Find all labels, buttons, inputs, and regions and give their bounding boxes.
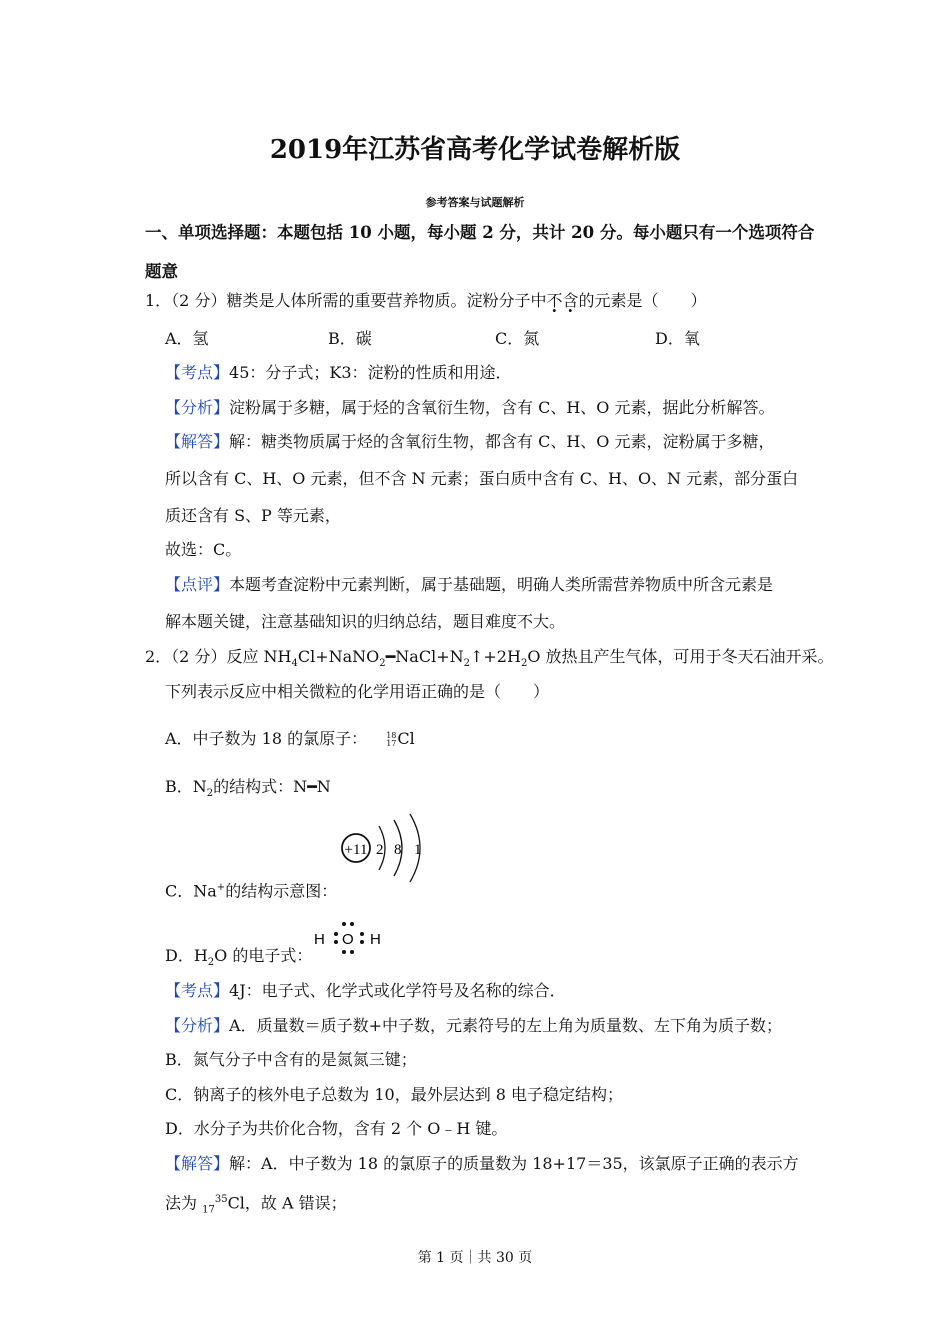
q2-fenxi <box>165 1016 782 1036</box>
q2-fenxi-c: C．钠离子的核外电子总数为 10，最外层达到 8 电子稳定结构； <box>165 1085 624 1104</box>
sodium-ion-structure-diagram <box>338 812 438 884</box>
q1-option-c: C．氮 <box>495 329 540 348</box>
q2-option-c-c: 的结构示意图： <box>225 881 338 901</box>
section-header-line1: 一、单项选择题：本题包括 10 小题，每小题 2 分，共计 20 分。每小题只有一个选项符合 <box>145 223 815 242</box>
q1-option-b: B．碳 <box>328 329 372 348</box>
q2-option-d-c: O 的电子式： <box>214 946 313 965</box>
q2-option-a-stack <box>386 732 396 748</box>
q2-fenxi-d: D．水分子为共价化合物，含有 2 个 O﹣H 键。 <box>165 1119 508 1138</box>
q2-option-a <box>165 729 415 749</box>
q2-option-a-text: A．中子数为 18 的氯原子： <box>165 729 368 748</box>
q1-choice: 故选：C。 <box>165 540 242 559</box>
q2-option-b <box>165 777 331 804</box>
q2-jieda2-b: Cl，故 A 错误； <box>227 1193 347 1213</box>
q1-fenxi-tag: 【分析】 <box>165 398 230 417</box>
q1-dianping-tag: 【点评】 <box>165 575 230 594</box>
q1-option-a: A．氢 <box>165 329 209 348</box>
q2-jieda-tag: 【解答】 <box>165 1154 230 1173</box>
q1-jieda <box>165 432 775 452</box>
q1-kaodian-tag: 【考点】 <box>165 363 230 382</box>
water-electron-formula <box>312 919 386 957</box>
shell-electrons-1: 2 <box>376 842 384 858</box>
q2-stem-e: ━NaCl+N <box>385 647 464 666</box>
page-title: 2019年江苏省高考化学试卷解析版 <box>269 135 681 165</box>
q2-kaodian-tag: 【考点】 <box>165 981 230 1000</box>
q1-fenxi-text: 淀粉属于多糖，属于烃的含氧衍生物，含有 C、H、O 元素，据此分析解答。 <box>229 398 775 417</box>
q1-emphasis-1: 不 <box>546 291 563 310</box>
q2-option-d <box>165 946 312 973</box>
q1-jieda-line2: 所以含有 C、H、O 元素，但不含 N 元素；蛋白质中含有 C、H、O、N 元素，部分蛋白 <box>165 469 799 488</box>
h-atom-left: H <box>314 931 325 948</box>
q2-fenxi-b: B．氮气分子中含有的是氮氮三键； <box>165 1050 417 1069</box>
page-footer: 第 1 页｜共 30 页 <box>417 1250 533 1266</box>
q1-fenxi <box>165 398 775 418</box>
h-atom-right: H <box>370 931 381 948</box>
q2-option-a-atomic-number: 17 <box>386 738 397 748</box>
q2-option-d-sub: 2 <box>207 957 215 969</box>
q2-kaodian <box>165 981 566 1001</box>
q1-dianping-line1: 本题考查淀粉中元素判断，属于基础题，明确人类所需营养物质中所含元素是 <box>229 575 774 594</box>
q2-option-a-nuclide <box>386 729 415 748</box>
q2-fenxi-text: A．质量数＝质子数+中子数，元素符号的左上角为质量数、左下角为质子数； <box>229 1016 782 1035</box>
q2-jieda-line1: 解：A．中子数为 18 的氯原子的质量数为 18+17＝35，该氯原子正确的表示方 <box>229 1154 799 1173</box>
q2-kaodian-text: 4J：电子式、化学式或化学符号及名称的综合． <box>229 981 566 1000</box>
q1-dianping <box>165 575 773 595</box>
q1-option-d: D．氧 <box>655 329 700 348</box>
q2-jieda <box>165 1154 799 1174</box>
q2-option-b-c: 的结构式：N━N <box>213 777 331 796</box>
q1-kaodian-text: 45：分子式；K3：淀粉的性质和用途． <box>229 363 512 382</box>
q1-kaodian <box>165 363 512 383</box>
q2-option-a-mass-number: 18 <box>386 730 397 740</box>
shell-electrons-3: 1 <box>414 842 422 858</box>
nucleus-charge: +11 <box>344 842 368 858</box>
q2-stem-a: 2．（2 分）反应 NH <box>145 647 292 666</box>
o-atom: O <box>342 931 354 948</box>
q1-dianping-line2: 解本题关键，注意基础知识的归纳总结，题目难度不大。 <box>165 612 566 631</box>
q1-emphasis-2: 含 <box>562 291 579 310</box>
q2-option-c-a: C．Na <box>165 881 217 901</box>
q2-stem-sub2: 2 <box>379 658 386 670</box>
q1-jieda-line1: 解：糖类物质属于烃的含氧衍生物，都含有 C、H、O 元素，淀粉属于多糖， <box>229 432 775 451</box>
q2-stem-sub3: 2 <box>463 658 470 670</box>
q2-option-c-sup: + <box>216 882 226 893</box>
q1-jieda-tag: 【解答】 <box>165 432 230 451</box>
q2-fenxi-tag: 【分析】 <box>165 1016 230 1035</box>
page-subtitle: 参考答案与试题解析 <box>425 196 525 209</box>
shell-electrons-2: 8 <box>394 842 402 858</box>
q2-option-b-a: B．N <box>165 777 207 796</box>
q2-stem-sub4: 2 <box>520 658 528 670</box>
q2-stem-sub1: 4 <box>291 658 298 670</box>
q2-jieda2-a: 法为 <box>165 1193 203 1213</box>
q2-stem-c: Cl+NaNO <box>297 647 380 666</box>
q2-option-a-symbol: Cl <box>397 729 415 748</box>
q2-stem-g: ↑+2H <box>469 647 521 666</box>
q2-jieda-line2 <box>165 1190 347 1221</box>
q2-jieda2-atomic-number: 17 <box>202 1204 215 1216</box>
q2-option-b-sub: 2 <box>206 788 214 800</box>
q1-stem <box>145 291 707 311</box>
q2-option-d-a: D．H <box>165 946 208 965</box>
q1-stem-post: 的元素是（ ） <box>578 291 707 310</box>
q1-jieda-line3: 质还含有 S、P 等元素， <box>165 506 341 525</box>
section-header-line2: 题意 <box>145 262 178 281</box>
q2-stem-i: O 放热且产生气体，可用于冬天石油开采。 <box>527 647 834 666</box>
q2-option-c <box>165 878 337 901</box>
q2-jieda2-mass-number: 35 <box>214 1194 228 1205</box>
q2-stem-line2: 下列表示反应中相关微粒的化学用语正确的是（ ） <box>165 682 550 701</box>
q1-stem-pre: 1．（2 分）糖类是人体所需的重要营养物质。淀粉分子中 <box>145 291 547 310</box>
q2-stem-line1 <box>145 647 834 674</box>
